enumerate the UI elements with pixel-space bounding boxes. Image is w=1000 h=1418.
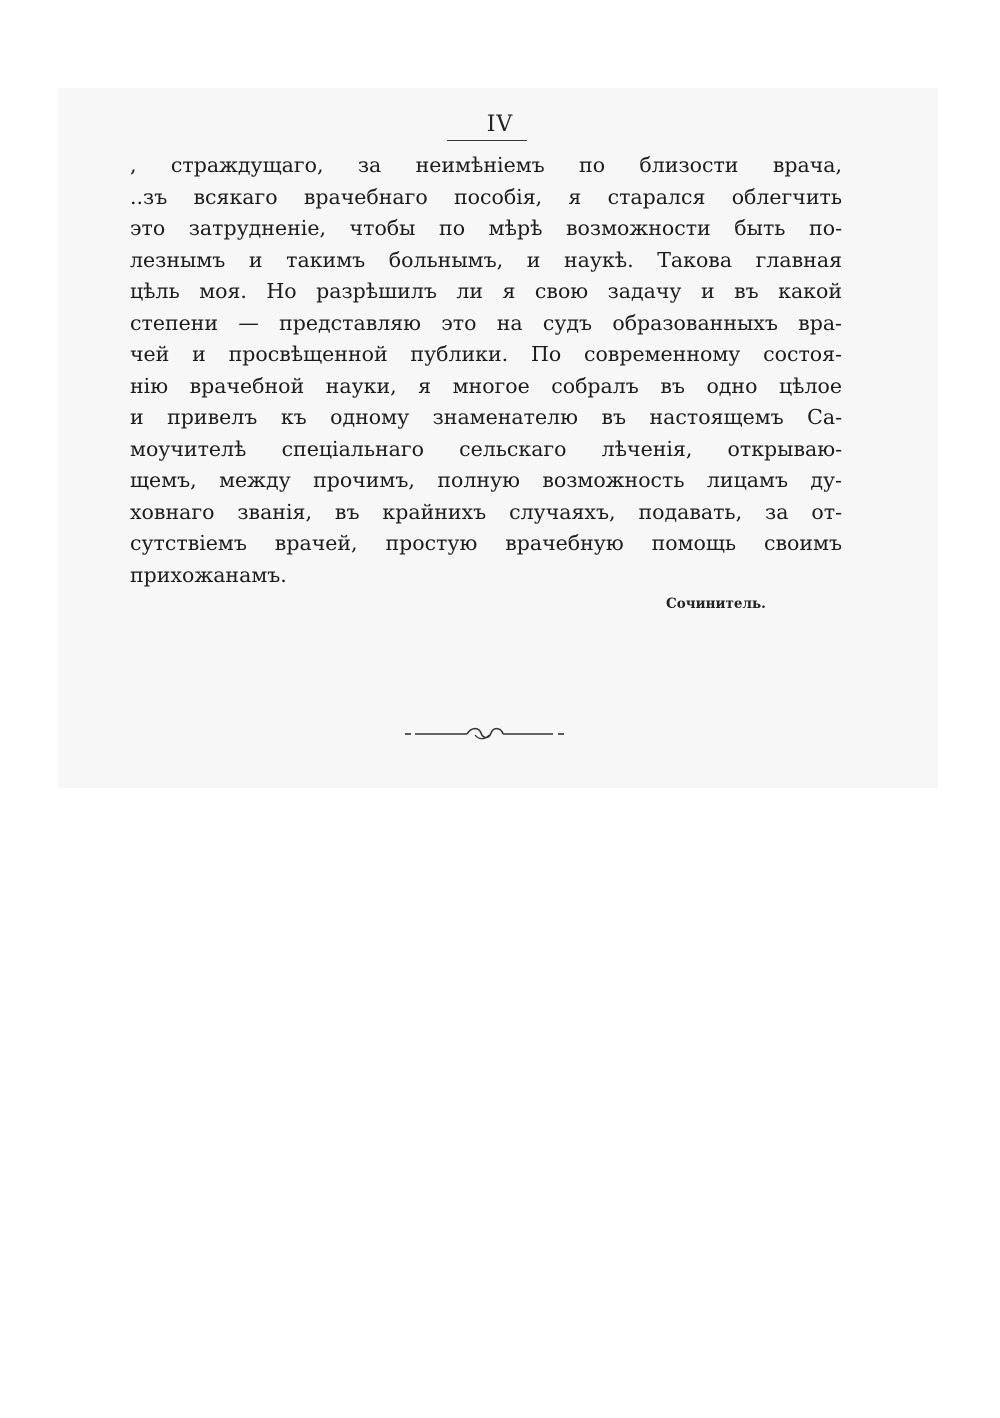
page-number: IV [486, 112, 514, 137]
text-line: нію врачебной науки, я многое собралъ въ одно цѣлое [130, 373, 842, 398]
body-paragraph [130, 150, 842, 591]
text-line: это затрудненіе, чтобы по мѣрѣ возможности быть по- [130, 216, 842, 240]
text-line: щемъ, между прочимъ, полную возможность лицамъ ду- [130, 468, 842, 492]
text-line: и привелъ къ одному знаменателю въ настоящемъ Са- [130, 405, 842, 429]
flourish-icon [405, 724, 565, 748]
text-line: лезнымъ и такимъ больнымъ, и наукѣ. Такова главная [130, 247, 842, 272]
author-signature: Сочинитель. [666, 596, 766, 612]
text-line: ховнаго званія, въ крайнихъ случаяхъ, подавать, за от- [130, 499, 842, 524]
text-line: чей и просвѣщенной публики. По современному состоя- [130, 342, 842, 366]
text-line: сутствіемъ врачей, простую врачебную помощь своимъ [130, 531, 842, 555]
text-line: , страждущаго, за неимѣніемъ по близости врача, [130, 153, 842, 177]
text-line: моучителѣ спеціальнаго сельскаго лѣченія, открываю- [130, 436, 842, 461]
page-number-rule [447, 140, 527, 141]
text-line: прихожанамъ. [130, 562, 287, 587]
text-line: цѣль моя. Но разрѣшилъ ли я свою задачу и въ какой [130, 279, 842, 303]
text-line: степени — представляю это на судъ образованныхъ вра- [130, 310, 842, 335]
text-line: ..зъ всякаго врачебнаго пособія, я старался облегчить [130, 184, 842, 209]
